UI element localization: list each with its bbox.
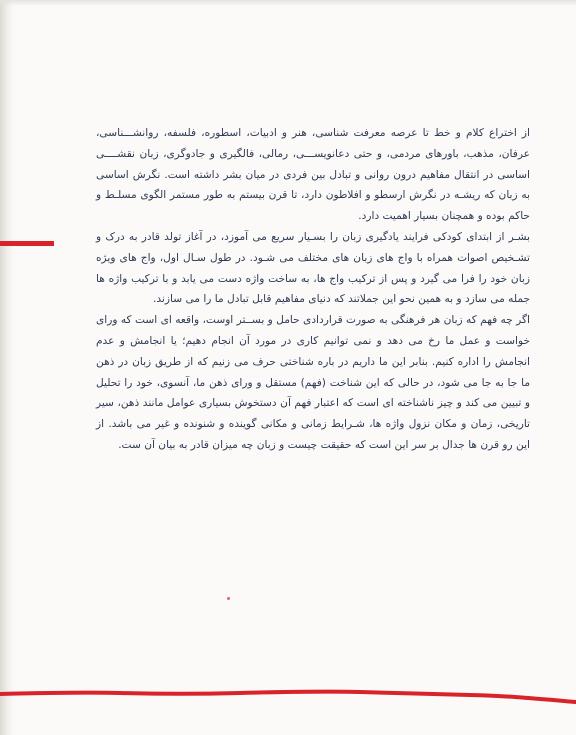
ink-dot [227,597,230,600]
margin-marker [0,241,54,246]
paragraph-3: اگر چه فهم که زبان هر فرهنگی به صورت قراردادی حامل و بســتر اوست، واقعه ای است که ورای خواست و عمل ما رخ می دهد و نمی توانیم کاری در مورد آن انجام دهیم؛ یا انجامش و عدم انجامش را اداره کنیم. بنابر این ما داریم در باره شناختی حرف می زنیم که از طریق زبان در ذهن ما جا به جا می شود، در حالی که این شناخت (فهم) مستقل و ورای ذهن ما، آنسوی، خود را تحلیل و تبیین می کند و چیز ناشناخته ای است که اعتبار فهم آن دستخوش بسیاری عوامل مانند ذهن، سیر تاریخی، زمان و مکان نزول واژه ها، شـرایط زمانی و مکانی گوینده و شنونده و غیر می باشد. از این رو قرن ها جدال بر سر این است که حقیقت چیست و زبان چه میزان قادر به بیان آن ست. [96,314,530,451]
paragraph-1: از اختراع کلام و خط تا عرصه معرفت شناسی، هنر و ادبیات، اسطوره، فلسفه، روانشـــناسی، عرفان، مذهب، باورهای مردمی، و حتی دعانویســـی، رمالی، فالگیری و جادوگری، زبان نقشــــی اساسی در انتقال مفاهیم درون روانی و تبادل بین فردی در میان بشر داشته است. نگرش اساسی به زبان که ریشـه در نگرش ارسطو و افلاطون دارد، تا قرن بیستم به طور مستمر الگوی مسلـط و حاکم بوده و همچنان بسیار اهمیت دارد. [96,127,530,223]
page-gutter-shadow [0,0,14,735]
body-text [96,123,530,456]
page-top-shadow [0,0,576,6]
paragraph-2: بشـر از ابتدای کودکی فرایند یادگیری زبان را بسـیار سریع می آموزد، در آغاز تولد قادر به درک و تشـخیص اصوات همراه با واج های زبان های مختلف می شـود. در طول سـال اول، واج های ویژه زبان خود را فرا می گیرد و پس از ترکیب واج ها، به ساخت واژه دست می یابد و با ترکیب واژه ها جمله می سازد و به همین نحو این جملاتند که دنیای مفاهیم قابل تبادل ما را می سازند. [96,230,530,306]
bottom-decorative-line [0,672,576,712]
